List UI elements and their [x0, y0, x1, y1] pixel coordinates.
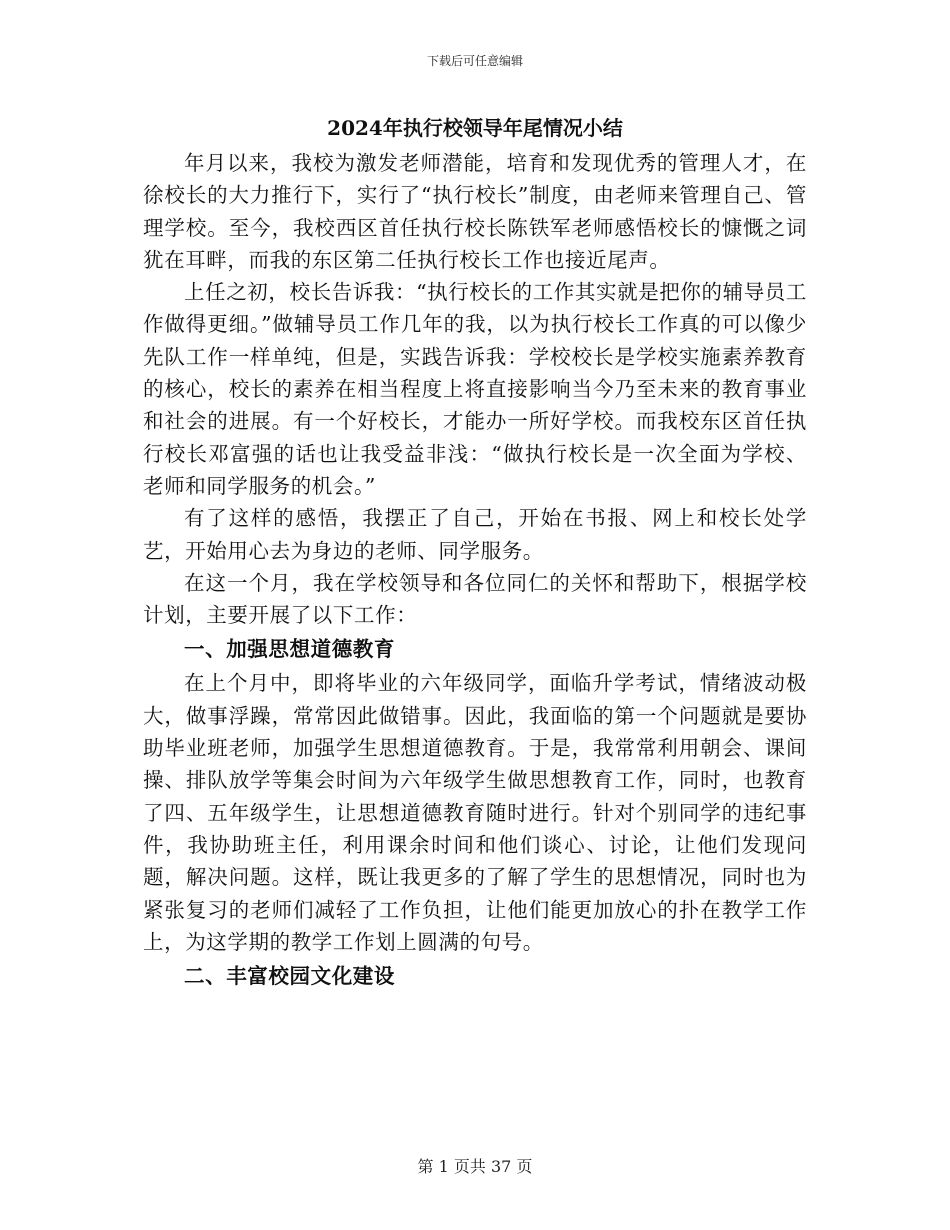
page-header-note: 下载后可任意编辑: [426, 54, 523, 68]
section-heading-moral-education: 一、加强思想道德教育: [184, 637, 395, 662]
paragraph-insight: 有了这样的感悟，我摆正了自己，开始在书报、网上和校长处学艺，开始用心去为身边的老师、同学服务。: [143, 506, 807, 563]
paragraph-appointment: 上任之初，校长告诉我：“执行校长的工作其实就是把你的辅导员工作做得更细。”做辅导员工作几年的我，以为执行校长工作真的可以像少先队工作一样单纯，但是，实践告诉我：学校校长是学校实施素养教育的核心，校长的素养在相当程度上将直接影响当今乃至未来的教育事业和社会的进展。有一个好校长，才能办一所好学校。而我校东区首任执行校长邓富强的话也让我受益非浅：“做执行校长是一次全面为学校、老师和同学服务的机会。”: [143, 280, 807, 498]
paragraph-intro: 年月以来，我校为激发老师潜能，培育和发现优秀的管理人才，在徐校长的大力推行下，实行了“执行校长”制度，由老师来管理自己、管理学校。至今，我校西区首任执行校长陈铁军老师感悟校长的慷慨之词犹在耳畔，而我的东区第二任执行校长工作也接近尾声。: [143, 151, 807, 272]
document-body: [143, 147, 807, 994]
document-title: 2024年执行校领导年尾情况小结: [327, 116, 623, 140]
paragraph-work-overview: 在这一个月，我在学校领导和各位同仁的关怀和帮助下，根据学校计划，主要开展了以下工作：: [143, 570, 807, 628]
section-heading-campus-culture: 二、丰富校园文化建设: [184, 964, 395, 989]
paragraph-moral-education: 在上个月中，即将毕业的六年级同学，面临升学考试，情绪波动极大，做事浮躁，常常因此做错事。因此，我面临的第一个问题就是要协助毕业班老师，加强学生思想道德教育。于是，我常常利用朝会、课间操、排队放学等集会时间为六年级学生做思想教育工作，同时，也教育了四、五年级学生，让思想道德教育随时进行。针对个别同学的违纪事件，我协助班主任，利用课余时间和他们谈心、讨论，让他们发现问题，解决问题。这样，既让我更多的了解了学生的思想情况，同时也为紧张复习的老师们减轻了工作负担，让他们能更加放心的扑在教学工作上，为这学期的教学工作划上圆满的句号。: [143, 671, 807, 954]
page-number-footer: 第 1 页共 37 页: [417, 1157, 533, 1176]
